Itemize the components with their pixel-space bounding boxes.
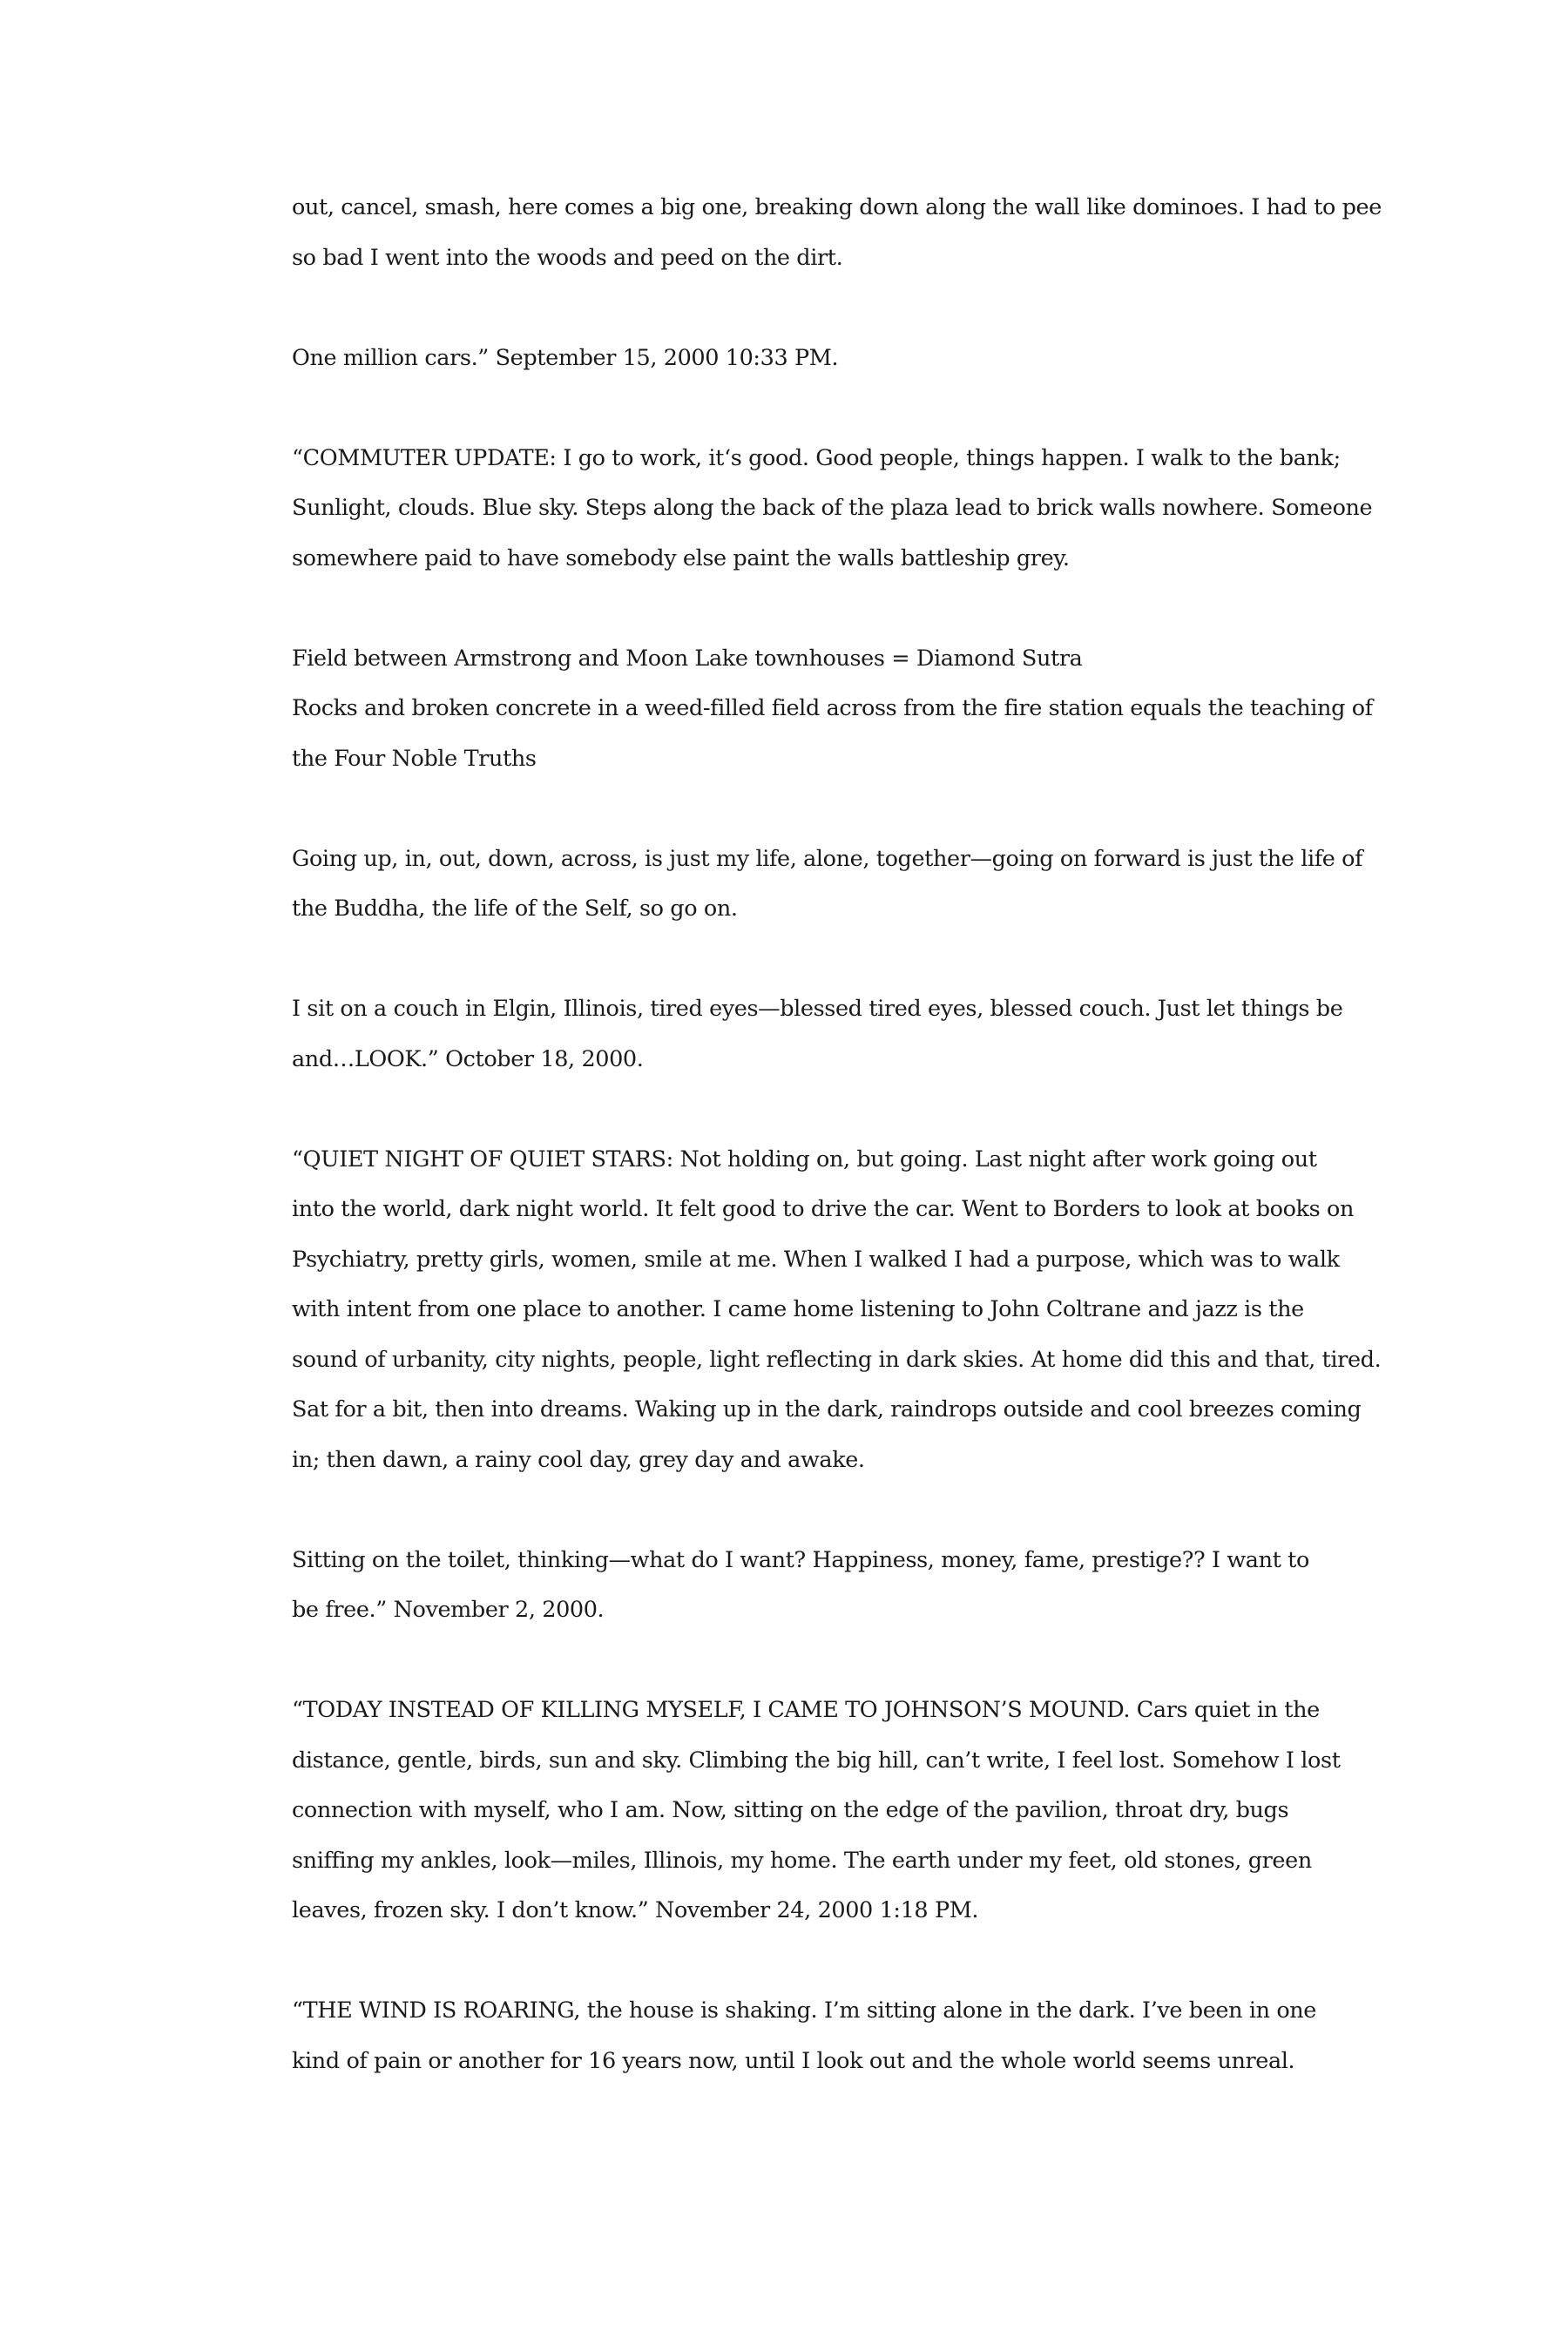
paragraph-want-to-be-free [292,1536,1309,1636]
text-line: out, cancel, smash, here comes a big one, breaking down along the wall like dominoes. I had to pee [292,194,1382,220]
paragraph-wind-roaring [292,1986,1316,2086]
paragraph-dominoes [292,183,1382,283]
text-line: the Buddha, the life of the Self, so go on. [292,896,738,922]
text-line: “THE WIND IS ROARING, the house is shaking. I’m sitting alone in the dark. I’ve been in one [292,1997,1316,2024]
text-line: I sit on a couch in Elgin, Illinois, tired eyes—blessed tired eyes, blessed couch. Just let things be [292,996,1343,1022]
text-line: “QUIET NIGHT OF QUIET STARS: Not holding on, but going. Last night after work going out [292,1146,1317,1173]
text-line: connection with myself, who I am. Now, sitting on the edge of the pavilion, throat dry, bugs [292,1797,1289,1823]
text-line: Sitting on the toilet, thinking—what do I want? Happiness, money, fame, prestige?? I want to [292,1546,1309,1573]
text-line: sound of urbanity, city nights, people, light reflecting in dark skies. At home did this and that, tired. [292,1346,1382,1373]
text-line: Sunlight, clouds. Blue sky. Steps along the back of the plaza lead to brick walls nowhere. Someone [292,495,1373,521]
text-line: kind of pain or another for 16 years now, until I look out and the whole world seems unreal. [292,2047,1295,2074]
text-line: “TODAY INSTEAD OF KILLING MYSELF, I CAME TO JOHNSON’S MOUND. Cars quiet in the [292,1697,1320,1723]
paragraph-couch-elgin [292,984,1343,1085]
text-line: leaves, frozen sky. I don’t know.” November 24, 2000 1:18 PM. [292,1897,979,1923]
text-line: “COMMUTER UPDATE: I go to work, it‘s good. Good people, things happen. I walk to the bank; [292,444,1341,471]
paragraph-diamond-sutra [292,634,1285,685]
paragraph-four-noble-truths [292,684,1373,784]
text-line: and…LOOK.” October 18, 2000. [292,1045,644,1072]
text-line: the Four Noble Truths [292,745,537,772]
text-line: Sat for a bit, then into dreams. Waking up in the dark, raindrops outside and cool breezes coming [292,1396,1362,1423]
text-line: be free.” November 2, 2000. [292,1597,605,1623]
text-line: Rocks and broken concrete in a weed-filled field across from the fire station equals the teaching of [292,695,1373,721]
text-line: Field between Armstrong and Moon Lake townhouses = Diamond Sutra [292,645,1083,672]
text-line: in; then dawn, a rainy cool day, grey day and awake. [292,1446,865,1473]
text-line: distance, gentle, birds, sun and sky. Climbing the big hill, can’t write, I feel lost. Somehow I lost [292,1747,1341,1774]
paragraph-quiet-night [292,1135,1382,1486]
body-text [292,183,1382,2137]
text-line: into the world, dark night world. It felt good to drive the car. Went to Borders to look at books on [292,1196,1354,1222]
paragraph-johnsons-mound [292,1686,1341,1936]
paragraph-going-up [292,835,1363,935]
text-line: Going up, in, out, down, across, is just my life, alone, together—going on forward is just the life of [292,845,1363,872]
paragraph-commuter-update [292,434,1373,585]
text-line: sniffing my ankles, look—miles, Illinois, my home. The earth under my feet, old stones, green [292,1847,1312,1874]
text-line: somewhere paid to have somebody else paint the walls battleship grey. [292,544,1070,571]
text-line: Psychiatry, pretty girls, women, smile at me. When I walked I had a purpose, which was to walk [292,1246,1340,1273]
text-line: with intent from one place to another. I came home listening to John Coltrane and jazz is the [292,1296,1304,1322]
text-line: One million cars.” September 15, 2000 10:33 PM. [292,344,839,371]
paragraph-million-cars [292,334,1285,384]
text-line: so bad I went into the woods and peed on the dirt. [292,244,843,271]
